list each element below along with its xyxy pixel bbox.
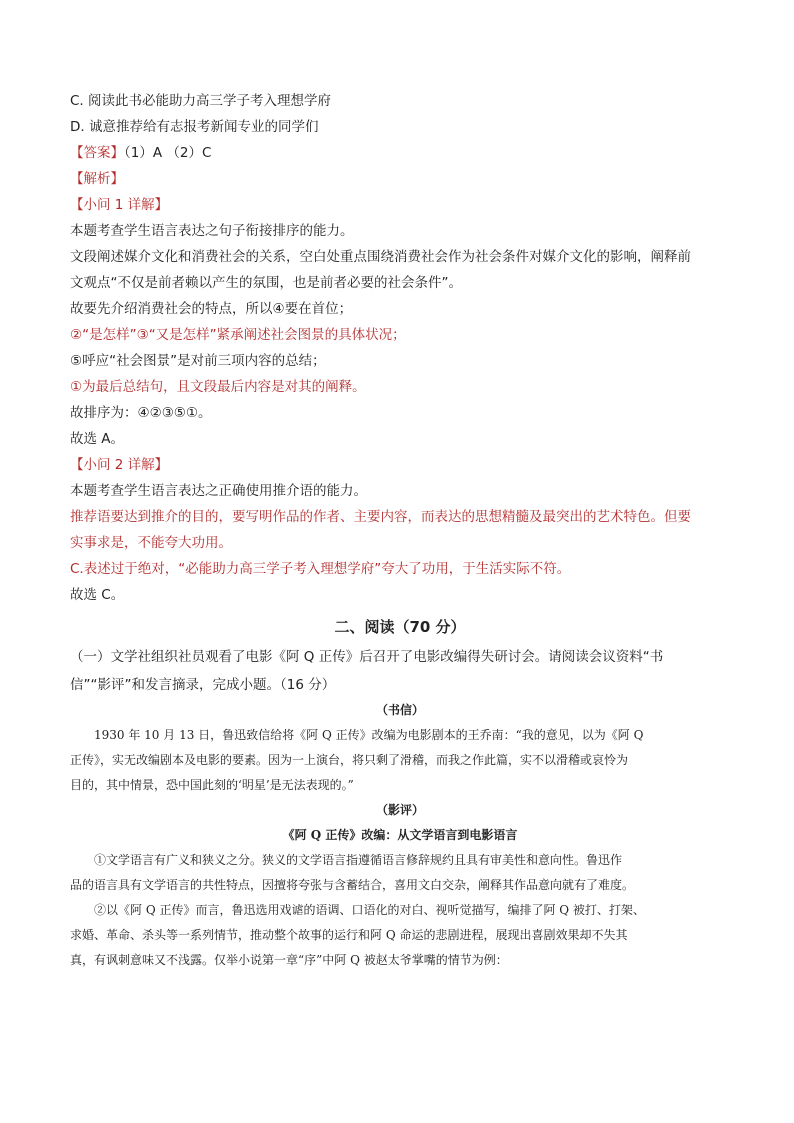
letter-line-a: 1930 年 10 月 13 日，鲁迅致信给将《阿 Q 正传》改编为电影剧本的王乔南：“我的意见，以为《阿 Q (94, 728, 644, 742)
review-title: 《阿 Q 正传》改编：从文学语言到电影语言 (282, 828, 518, 842)
q2-p2b: 实事求是，不能夸大功用。 (70, 535, 232, 551)
letter-heading: （书信） (375, 703, 424, 717)
q1-p7: 故排序为：④②③⑤①。 (70, 405, 212, 421)
option-d: D. 诚意推荐给有志报考新闻专业的同学们 (70, 119, 319, 135)
option-c: C. 阅读此书必能助力高三学子考入理想学府 (70, 93, 332, 109)
review-para2-b: 求婚、革命、杀头等一系列情节，推动整个故事的运行和阿 Q 命运的悲剧进程，展现出喜剧效果却不失其 (70, 928, 628, 942)
q1-p1: 本题考查学生语言表达之句子衔接排序的能力。 (70, 223, 354, 239)
q1-p3: 故要先介绍消费社会的特点，所以④要在首位； (70, 301, 353, 317)
q2-p2a: 推荐语要达到推介的目的，要写明作品的作者、主要内容，而表达的思想精髓及最突出的艺术特色。但要 (70, 509, 691, 525)
q1-p5: ⑤呼应“社会图景”是对前三项内容的总结； (70, 353, 326, 369)
review-para2-a: ②以《阿 Q 正传》而言，鲁迅选用戏谑的语调、口语化的对白、视听觉描写，编排了阿 Q 被打、打架、 (94, 903, 645, 917)
q1-p2a: 文段阐述媒介文化和消费社会的关系，空白处重点围绕消费社会作为社会条件对媒介文化的影响，阐释前 (70, 249, 691, 265)
answer-line (70, 140, 730, 166)
review-heading: （影评） (375, 803, 424, 817)
answer-value: （1）A （2）C (124, 145, 212, 161)
answer-label: 【答案】 (70, 145, 124, 161)
q1-p8: 故选 A。 (70, 431, 125, 447)
section-intro-b: 信”“影评”和发言摘录，完成小题。（16 分） (70, 677, 336, 693)
review-para1-b: 品的语言具有文学语言的共性特点，因擅将夸张与含蓄结合，喜用文白交杂，阐释其作品意向就有了难度。 (70, 878, 635, 892)
document-content (70, 88, 730, 973)
q1-p4: ②“是怎样”③“又是怎样”紧承阐述社会图景的具体状况； (70, 327, 406, 343)
q1-p6: ①为最后总结句，且文段最后内容是对其的阐释。 (70, 379, 366, 395)
section-intro-a: （一）文学社组织社员观看了电影《阿 Q 正传》后召开了电影改编得失研讨会。请阅读会议资料“书 (70, 649, 664, 665)
q1-heading: 【小问 1 详解】 (70, 197, 169, 213)
q2-p3: C.表述过于绝对，“必能助力高三学子考入理想学府”夸大了功用，于生活实际不符。 (70, 561, 571, 577)
letter-line-b: 正传》，实无改编剧本及电影的要素。因为一上演台，将只剩了滑稽，而我之作此篇，实不以滑稽或哀怜为 (70, 753, 629, 767)
letter-line-c: 目的，其中情景，恐中国此刻的‘明星’是无法表现的。” (70, 778, 354, 792)
review-para2-c: 真，有讽刺意味又不浅露。仅举小说第一章“序”中阿 Q 被赵太爷掌嘴的情节为例： (70, 953, 508, 967)
review-para1-a: ①文学语言有广义和狭义之分。狭义的文学语言指遵循语言修辞规约且具有审美性和意向性。鲁迅作 (94, 853, 623, 867)
q2-heading: 【小问 2 详解】 (70, 457, 169, 473)
section-title: 二、阅读（70 分） (334, 618, 466, 636)
analysis-label: 【解析】 (70, 171, 124, 187)
q2-p4: 故选 C。 (70, 587, 125, 603)
q1-p2b: 文观点“不仅是前者赖以产生的氛围，也是前者必要的社会条件”。 (70, 275, 462, 291)
q2-p1: 本题考查学生语言表达之正确使用推介语的能力。 (70, 483, 367, 499)
